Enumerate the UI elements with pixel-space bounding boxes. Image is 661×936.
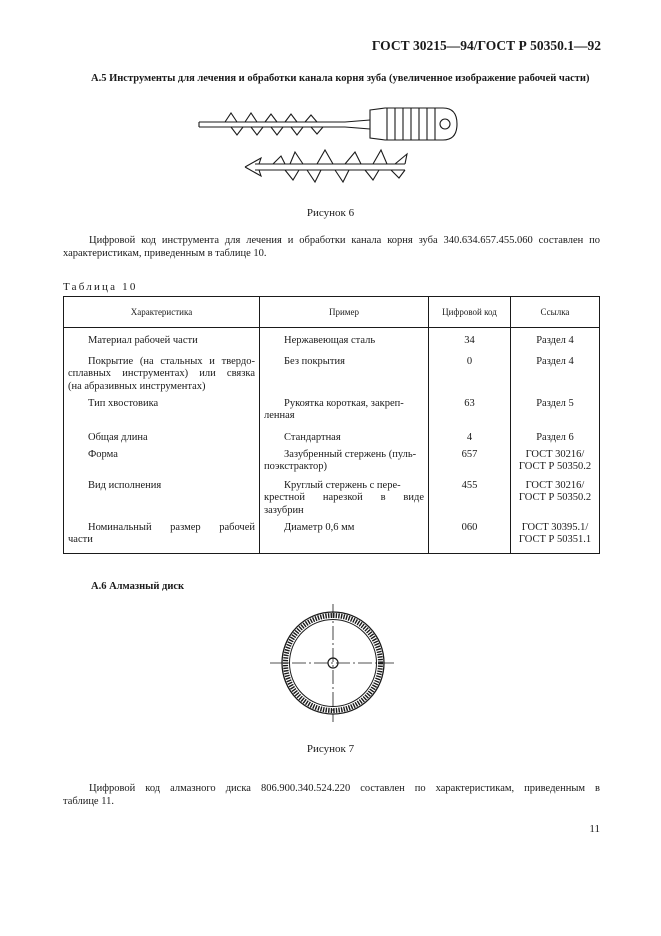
table-cell (511, 480, 600, 522)
table-cell (511, 428, 600, 447)
cell-line: поэкстрактор) (264, 461, 328, 472)
cell-line: Стандартная (284, 431, 341, 443)
table-cell: 63 (429, 394, 511, 428)
section-a5-heading: А.5 Инструменты для лечения и обработки канала корня зуба (увеличенное изображение рабочей части) (91, 73, 590, 84)
table-cell (260, 394, 429, 428)
table-cell: 060 (429, 522, 511, 554)
paragraph-1-line-1 (63, 234, 600, 248)
table-cell: 455 (429, 480, 511, 522)
cell-line: Общая длина (88, 431, 148, 443)
cell-line: ленная (264, 410, 295, 421)
table-header-cell: Цифровой код (429, 297, 511, 328)
table-cell (511, 522, 600, 554)
instrument-upper-handle-hole (440, 119, 450, 129)
table-cell (64, 480, 260, 522)
cell-line: ГОСТ Р 50351.1 (518, 534, 592, 545)
paragraph-2-line-1 (63, 782, 600, 796)
cell-line: ГОСТ Р 50350.2 (518, 461, 592, 472)
instrument-lower-barbs (273, 150, 407, 182)
cell-line: ГОСТ 30216/ (525, 448, 585, 460)
table-row (64, 350, 600, 394)
table-cell (511, 328, 600, 350)
figure-6-drawing (195, 98, 485, 194)
figure-7-drawing (268, 600, 400, 726)
table-cell: 0 (429, 350, 511, 394)
paragraph-1-line-2: характеристикам, приведенным в таблице 10. (63, 248, 267, 259)
cell-line: крестной нарезкой в виде (264, 492, 424, 503)
cell-line: Номинальный размер рабочей (88, 521, 255, 533)
table-cell: 4 (429, 428, 511, 447)
cell-line: Материал рабочей части (88, 335, 198, 346)
paragraph-2-line-2: таблице 11. (63, 796, 114, 807)
cell-line: Раздел 5 (536, 397, 574, 409)
instrument-lower-shaft (255, 164, 405, 170)
cell-line: части (68, 534, 93, 545)
cell-line: Нержавеющая сталь (284, 335, 376, 346)
page-number: 11 (589, 823, 600, 835)
cell-line: Покрытие (на стальных и твердо- (88, 355, 255, 367)
table-row (64, 328, 600, 350)
paragraph-2-text: Цифровой код алмазного диска 806.900.340.524.220 составлен по характеристикам, приведенным в (89, 783, 600, 794)
cell-line: ГОСТ 30395.1/ (521, 521, 589, 533)
cell-line: Тип хвостовика (88, 397, 159, 409)
cell-line: ГОСТ 30216/ (525, 479, 585, 491)
table-10-label: Таблица 10 (63, 281, 138, 293)
table-cell (260, 428, 429, 447)
figure-7-caption: Рисунок 7 (306, 743, 355, 755)
cell-line: (на абразивных инструментах) (68, 380, 206, 392)
cell-line: Рукоятка короткая, закреп- (284, 397, 404, 409)
table-header-row (64, 297, 600, 328)
table-cell (511, 350, 600, 394)
cell-line: Раздел 6 (536, 431, 574, 443)
cell-line: Без покрытия (284, 355, 345, 367)
table-cell (64, 428, 260, 447)
cell-line: ГОСТ Р 50350.2 (518, 492, 592, 503)
page-header: ГОСТ 30215—94/ГОСТ Р 50350.1—92 (371, 38, 601, 53)
instrument-upper-neck (345, 120, 370, 129)
instrument-lower-tip (245, 158, 261, 176)
table-row (64, 480, 600, 522)
table-cell (511, 447, 600, 480)
instrument-upper-teeth (225, 113, 323, 135)
cell-line: Диаметр 0,6 мм (284, 521, 355, 533)
cell-line: Раздел 4 (536, 355, 574, 367)
table-row (64, 394, 600, 428)
table-header-cell: Характеристика (64, 297, 260, 328)
cell-line: Раздел 4 (536, 335, 574, 346)
table-cell (64, 394, 260, 428)
table-cell (260, 480, 429, 522)
table-header-cell: Ссылка (511, 297, 600, 328)
section-a6-heading: А.6 Алмазный диск (91, 581, 185, 592)
cell-line: Вид исполнения (88, 479, 162, 491)
cell-line: зазубрин (264, 504, 304, 516)
table-cell: 657 (429, 447, 511, 480)
table-row (64, 428, 600, 447)
table-cell (64, 328, 260, 350)
paragraph-1-text: Цифровой код инструмента для лечения и обработки канала корня зуба 340.634.657.455.060 составлен по (89, 235, 600, 246)
cell-line: Зазубренный стержень (пуль- (284, 448, 417, 460)
table-header-cell: Пример (260, 297, 429, 328)
table-cell (260, 328, 429, 350)
instrument-upper-handle (370, 108, 457, 140)
table-10 (63, 296, 600, 554)
table-cell (64, 350, 260, 394)
table-row (64, 522, 600, 554)
cell-line: сплавных инструментах) или связка (68, 368, 255, 379)
table-cell (260, 350, 429, 394)
cell-line: Форма (88, 448, 118, 460)
table-cell (260, 522, 429, 554)
table-row (64, 447, 600, 480)
table-cell (64, 522, 260, 554)
instrument-upper-shaft (199, 122, 345, 127)
cell-line: Круглый стержень с пере- (284, 479, 401, 491)
table-cell (260, 447, 429, 480)
figure-6-caption: Рисунок 6 (306, 207, 355, 219)
table-cell (64, 447, 260, 480)
table-cell (511, 394, 600, 428)
table-cell: 34 (429, 328, 511, 350)
